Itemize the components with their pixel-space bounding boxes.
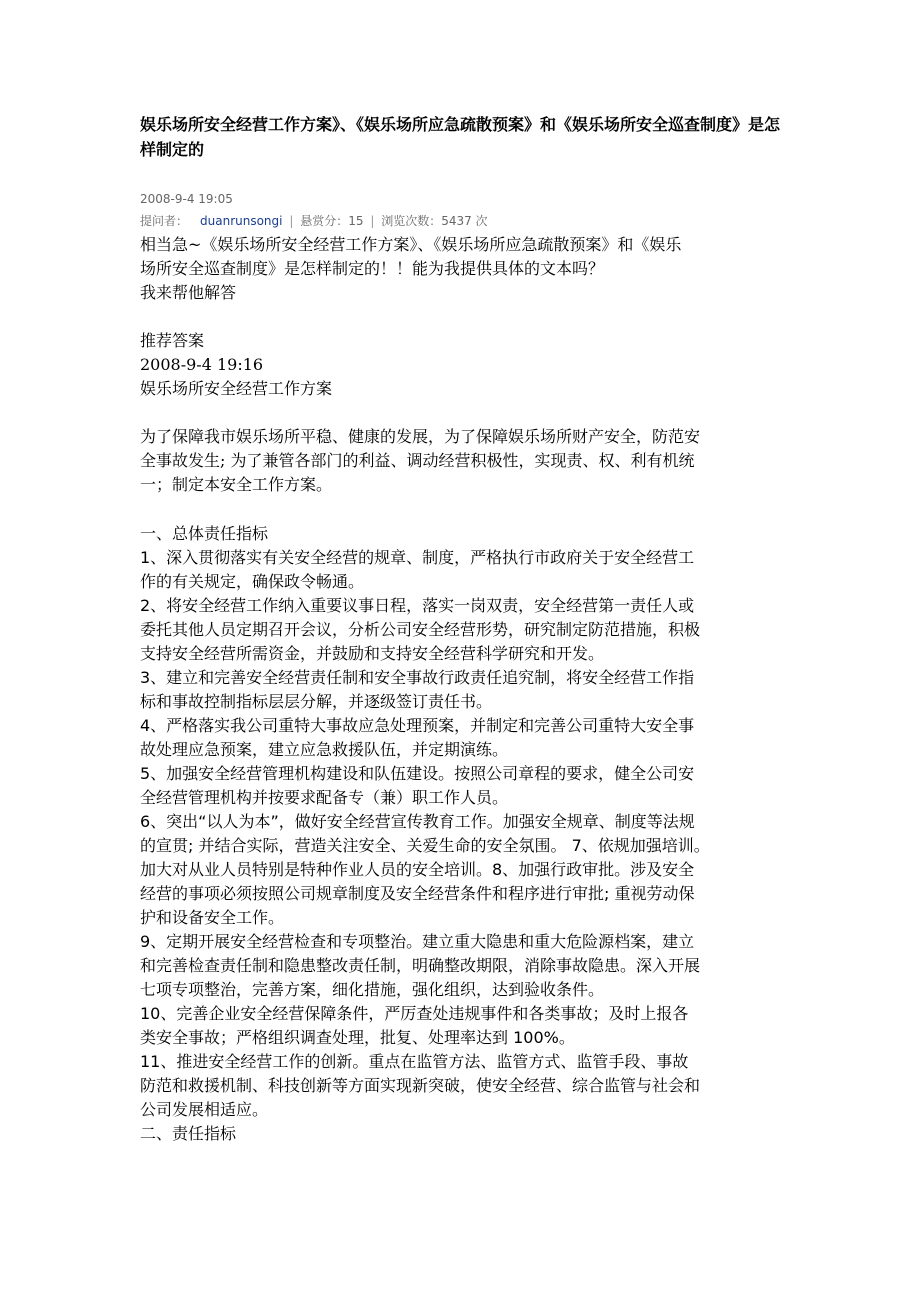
responsibility-list	[140, 546, 790, 1122]
list-line: 的宣贯; 并结合实际，营造关注安全、关爱生命的安全氛围。 7、依规加强培训。	[140, 836, 710, 855]
reward-label: 悬赏分：15	[300, 214, 364, 228]
section-heading: 一、总体责任指标	[140, 524, 269, 543]
list-line: 全经营管理机构并按要求配备专（兼）职工作人员。	[140, 788, 509, 807]
meta-separator: |	[289, 214, 294, 228]
list-line: 支持安全经营所需资金，并鼓励和支持安全经营科学研究和开发。	[140, 644, 605, 663]
list-line: 防范和救援机制、科技创新等方面实现新突破，使安全经营、综合监管与社会和	[140, 1076, 701, 1095]
list-line: 委托其他人员定期召开会议，分析公司安全经营形势，研究制定防范措施，积极	[140, 620, 701, 639]
list-line: 护和设备安全工作。	[140, 908, 285, 927]
list-line: 经营的事项必须按照公司规章制度及安全经营条件和程序进行审批; 重视劳动保	[140, 884, 695, 903]
question-line: 相当急~《娱乐场所安全经营工作方案》、《娱乐场所应急疏散预案》和《娱乐	[140, 235, 682, 254]
answer-date: 2008-9-4 19:16	[140, 355, 264, 374]
list-line: 公司发展相适应。	[140, 1100, 269, 1119]
intro-line: 一；制定本安全工作方案。	[140, 475, 333, 494]
section-heading: 二、责任指标	[140, 1124, 237, 1143]
list-line: 4、严格落实我公司重特大事故应急处理预案，并制定和完善公司重特大安全事	[140, 716, 695, 735]
question-date: 2008-9-4 19:05	[140, 192, 233, 206]
list-line: 故处理应急预案，建立应急救援队伍，并定期演练。	[140, 740, 509, 759]
question-title: 娱乐场所安全经营工作方案》、《娱乐场所应急疏散预案》和《娱乐场所安全巡查制度》是怎样制定的	[140, 115, 781, 159]
list-line: 标和事故控制指标层层分解，并逐级签订责任书。	[140, 692, 493, 711]
document-title: 娱乐场所安全经营工作方案	[140, 379, 333, 398]
list-line: 10、完善企业安全经营保障条件，严厉查处违规事件和各类事故；及时上报各	[140, 1004, 689, 1023]
list-line: 9、定期开展安全经营检查和专项整治。建立重大隐患和重大危险源档案，建立	[140, 932, 695, 951]
asker-label: 提问者：	[140, 214, 189, 228]
list-line: 1、深入贯彻落实有关安全经营的规章、制度，严格执行市政府关于安全经营工	[140, 548, 695, 567]
list-line: 11、推进安全经营工作的创新。重点在监管方法、监管方式、监管手段、事故	[140, 1052, 689, 1071]
answer-header	[140, 329, 790, 401]
list-line: 类安全事故；严格组织调查处理，批复、处理率达到 100%。	[140, 1028, 575, 1047]
answer-label: 推荐答案	[140, 331, 205, 350]
answer-prompt-link[interactable]: 我来帮他解答	[140, 283, 237, 302]
list-line: 七项专项整治，完善方案，细化措施，强化组织，达到验收条件。	[140, 980, 605, 999]
list-line: 6、突出“以人为本”，做好安全经营宣传教育工作。加强安全规章、制度等法规	[140, 812, 695, 831]
list-line: 5、加强安全经营管理机构建设和队伍建设。按照公司章程的要求，健全公司安	[140, 764, 695, 783]
question-meta	[140, 213, 488, 229]
question-body	[140, 233, 790, 305]
question-line: 场所安全巡查制度》是怎样制定的！！能为我提供具体的文本吗？	[140, 259, 605, 278]
list-line: 3、建立和完善安全经营责任制和安全事故行政责任追究制，将安全经营工作指	[140, 668, 695, 687]
list-line: 和完善检查责任制和隐患整改责任制，明确整改期限，消除事故隐患。深入开展	[140, 956, 701, 975]
list-line: 2、将安全经营工作纳入重要议事日程，落实一岗双责，安全经营第一责任人或	[140, 596, 695, 615]
intro-line: 为了保障我市娱乐场所平稳、健康的发展，为了保障娱乐场所财产安全，防范安	[140, 427, 701, 446]
intro-paragraph	[140, 425, 790, 497]
list-line: 加大对从业人员特别是特种作业人员的安全培训。8、加强行政审批。涉及安全	[140, 860, 695, 879]
asker-link[interactable]: duanrunsongi	[200, 214, 283, 228]
list-line: 作的有关规定，确保政令畅通。	[140, 572, 365, 591]
views-label: 浏览次数：5437 次	[381, 214, 488, 228]
intro-line: 全事故发生; 为了兼管各部门的利益、调动经营积极性，实现责、权、利有机统	[140, 451, 695, 470]
meta-separator: |	[370, 214, 375, 228]
